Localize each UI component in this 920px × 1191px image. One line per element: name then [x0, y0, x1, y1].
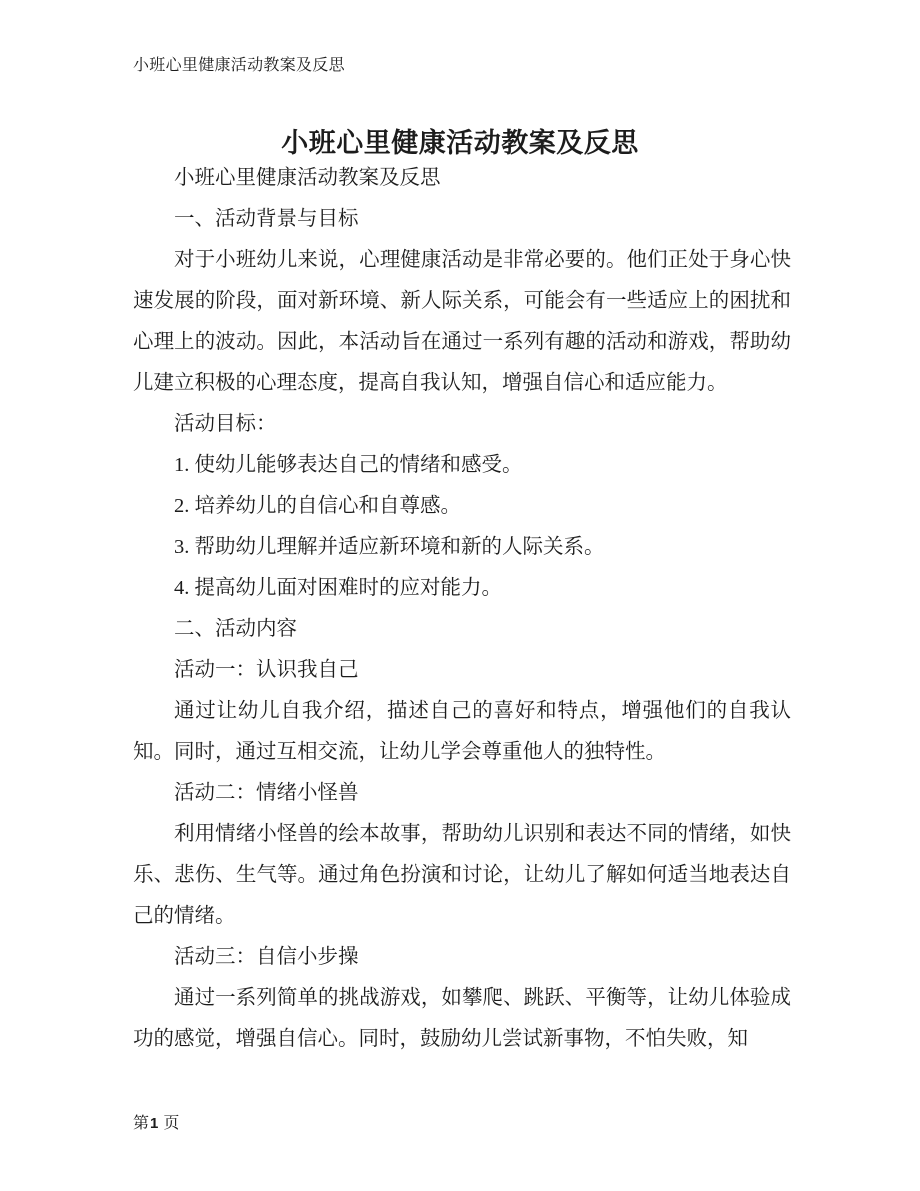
activity-heading-2: 活动二：情绪小怪兽	[174, 782, 359, 804]
section-heading-1: 一、活动背景与目标	[174, 208, 359, 230]
list-item-1: 1. 使幼儿能够表达自己的情绪和感受。	[174, 454, 523, 476]
document-title: 小班心里健康活动教案及反思	[281, 128, 639, 159]
page-number-suffix: 页	[163, 1115, 180, 1132]
list-item-2: 2. 培养幼儿的自信心和自尊感。	[174, 495, 461, 517]
page-number-prefix: 第	[133, 1115, 150, 1132]
subheading-goals: 活动目标：	[174, 413, 277, 435]
document-body	[133, 158, 791, 1060]
paragraph-truncated: 通过一系列简单的挑战游戏，如攀爬、跳跃、平衡等，让幼儿体验成功的感觉，增强自信心。同时，鼓励幼儿尝试新事物，不怕失败，知	[133, 987, 791, 1050]
section-heading-2: 二、活动内容	[174, 618, 297, 640]
paragraph: 利用情绪小怪兽的绘本故事，帮助幼儿识别和表达不同的情绪，如快乐、悲伤、生气等。通过角色扮演和讨论，让幼儿了解如何适当地表达自己的情绪。	[133, 823, 791, 927]
paragraph: 对于小班幼儿来说，心理健康活动是非常必要的。他们正处于身心快速发展的阶段，面对新环境、新人际关系，可能会有一些适应上的困扰和心理上的波动。因此，本活动旨在通过一系列有趣的活动和游戏，帮助幼儿建立积极的心理态度，提高自我认知，增强自信心和适应能力。	[133, 249, 791, 394]
activity-heading-1: 活动一：认识我自己	[174, 659, 359, 681]
page-number: 1	[150, 1115, 159, 1132]
page-header-text: 小班心里健康活动教案及反思	[133, 57, 345, 74]
list-item-3: 3. 帮助幼儿理解并适应新环境和新的人际关系。	[174, 536, 605, 558]
list-item-4: 4. 提高幼儿面对困难时的应对能力。	[174, 577, 502, 599]
paragraph: 通过让幼儿自我介绍，描述自己的喜好和特点，增强他们的自我认知。同时，通过互相交流，让幼儿学会尊重他人的独特性。	[133, 700, 791, 763]
body-title-line: 小班心里健康活动教案及反思	[174, 167, 441, 189]
page-footer	[133, 1110, 179, 1133]
activity-heading-3: 活动三：自信小步操	[174, 946, 359, 968]
